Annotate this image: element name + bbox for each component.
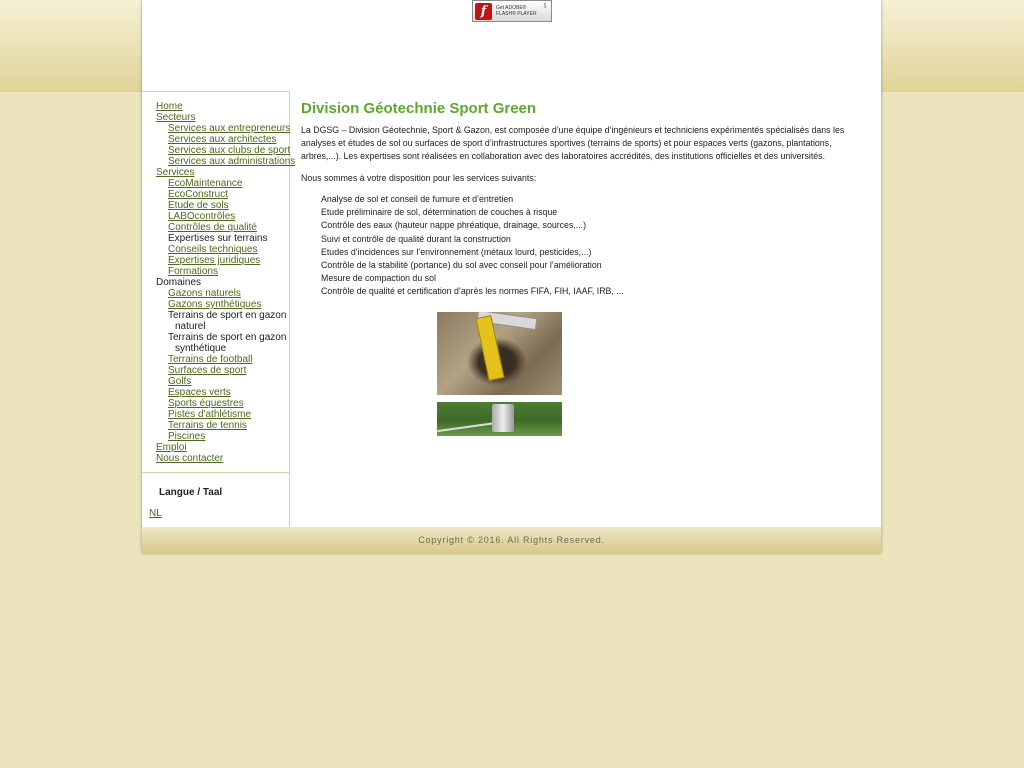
- sidebar-item-gazons-naturels[interactable]: Gazons naturels: [168, 288, 241, 299]
- sidebar-menu-row: [156, 376, 295, 387]
- turf-test-photo: [437, 402, 562, 436]
- services-list: [321, 193, 861, 299]
- sidebar-item-expertises-sur-terrains: Expertises sur terrains: [168, 233, 268, 244]
- sidebar-menu-row: [156, 310, 295, 321]
- service-item: Contrôle de la stabilité (portance) du sol avec conseil pour l’amélioration: [321, 260, 602, 271]
- get-flash-player-button[interactable]: [472, 0, 552, 22]
- sidebar-menu-row: [156, 365, 295, 376]
- sidebar-menu-row: [156, 178, 295, 189]
- sidebar-menu-row: [156, 266, 295, 277]
- soil-probe-photo: [437, 312, 562, 395]
- sidebar-item-home[interactable]: Home: [156, 101, 183, 112]
- sidebar-item-terrains-de-tennis[interactable]: Terrains de tennis: [168, 420, 247, 431]
- intro-paragraph: La DGSG – Division Géotechnie, Sport & Gazon, est composée d’une équipe d’ingénieurs et techniciens expérimentés spécialisés dans les analyses et études de sol ou surfaces de sport d’infrastructures sportives (terrains de sports) et pour espaces verts (gazons, plantations, arbres,...). Les expertises sont réalisées en collaboration avec des laboratoires accrédités, des institutions officielles et des universités.: [301, 125, 845, 161]
- sidebar-item-naturel: naturel: [175, 321, 206, 332]
- flash-badge-line1: Get ADOBE®: [496, 5, 527, 11]
- service-item: Etude préliminaire de sol, détermination de couches à risque: [321, 207, 558, 218]
- sidebar-item-pistes-d-athl-tisme[interactable]: Pistes d'athlétisme: [168, 409, 252, 420]
- sidebar-menu-row: [156, 299, 295, 310]
- sidebar-menu-row: [156, 332, 295, 343]
- service-item: Etudes d’incidences sur l’environnement (métaux lourd, pesticides,...): [321, 246, 592, 257]
- footer: [142, 527, 881, 553]
- sidebar-menu-row: [156, 112, 295, 123]
- language-title: Langue / Taal: [159, 487, 223, 498]
- language-box: [142, 472, 289, 529]
- sidebar-menu-row: [156, 255, 295, 266]
- test-cylinder: [492, 404, 514, 432]
- service-item: Suivi et contrôle de qualité durant la construction: [321, 233, 511, 244]
- sidebar-item-services-aux-architectes[interactable]: Services aux architectes: [168, 134, 277, 145]
- sidebar-item-terrains-de-sport-en-gazon: Terrains de sport en gazon: [168, 332, 287, 343]
- sidebar-menu-row: [156, 244, 295, 255]
- sidebar-menu-row: [156, 343, 295, 354]
- sidebar-item-nous-contacter[interactable]: Nous contacter: [156, 453, 224, 464]
- sidebar-item-secteurs[interactable]: Secteurs: [156, 112, 196, 123]
- service-item: Analyse de sol et conseil de fumure et d’entretien: [321, 194, 514, 204]
- sidebar-item-espaces-verts[interactable]: Espaces verts: [168, 387, 231, 398]
- copyright-text: Copyright © 2016. All Rights Reserved.: [418, 535, 605, 545]
- sidebar-item-synth-tique: synthétique: [175, 343, 227, 354]
- sidebar-menu-row: [156, 222, 295, 233]
- availability-text: Nous sommes à votre disposition pour les services suivants:: [301, 173, 537, 183]
- sidebar-item-services-aux-entrepreneurs[interactable]: Services aux entrepreneurs: [168, 123, 291, 134]
- service-item: Mesure de compaction du sol: [321, 273, 436, 284]
- sidebar-item-sports-questres[interactable]: Sports équestres: [168, 398, 244, 409]
- flash-badge-text: [496, 5, 537, 17]
- sidebar-menu-row: [156, 387, 295, 398]
- sidebar-item-services-aux-administrations[interactable]: Services aux administrations: [168, 156, 296, 167]
- language-link-nl[interactable]: NL: [149, 508, 162, 519]
- sidebar-item-services-aux-clubs-de-sport[interactable]: Services aux clubs de sport: [168, 145, 291, 156]
- sidebar-item-etude-de-sols[interactable]: Etude de sols: [168, 200, 229, 211]
- sidebar-menu-row: [156, 431, 295, 442]
- sidebar-item-gazons-synth-tiques[interactable]: Gazons synthétiques: [168, 299, 262, 310]
- sidebar-menu-row: [156, 288, 295, 299]
- sidebar-menu-row: [156, 123, 295, 134]
- sidebar-menu-row: [156, 409, 295, 420]
- sidebar-menu: [156, 101, 295, 464]
- flash-badge-line2: FLASH® PLAYER: [496, 11, 537, 17]
- sidebar-item-piscines[interactable]: Piscines: [168, 431, 206, 442]
- sidebar-item-services[interactable]: Services: [156, 167, 195, 178]
- page-container: [142, 0, 881, 553]
- sidebar-menu-row: [156, 398, 295, 409]
- test-hose: [437, 422, 497, 432]
- download-arrow-icon: ⇩: [542, 3, 548, 10]
- sidebar: [142, 91, 296, 527]
- flash-icon: f: [475, 3, 492, 20]
- sidebar-menu-row: [156, 211, 295, 222]
- sidebar-item-domaines: Domaines: [156, 277, 202, 288]
- sidebar-menu-row: [156, 233, 295, 244]
- sidebar-item-ecomaintenance[interactable]: EcoMaintenance: [168, 178, 243, 189]
- sidebar-menu-row: [156, 101, 295, 112]
- sidebar-menu-row: [156, 156, 295, 167]
- header: [142, 0, 881, 91]
- sidebar-menu-row: [156, 134, 295, 145]
- main-content: [301, 100, 861, 299]
- sidebar-menu-row: [156, 321, 295, 332]
- sidebar-item-labocontr-les[interactable]: LABOcontrôles: [168, 211, 236, 222]
- sidebar-item-terrains-de-sport-en-gazon: Terrains de sport en gazon: [168, 310, 287, 321]
- sidebar-menu-row: [156, 167, 295, 178]
- sidebar-item-conseils-techniques[interactable]: Conseils techniques: [168, 244, 258, 255]
- page-title: Division Géotechnie Sport Green: [301, 100, 537, 117]
- sidebar-item-terrains-de-football[interactable]: Terrains de football: [168, 354, 253, 365]
- sidebar-menu-row: [156, 354, 295, 365]
- sidebar-menu-row: [156, 277, 295, 288]
- sidebar-item-contr-les-de-qualit[interactable]: Contrôles de qualité: [168, 222, 257, 233]
- sidebar-menu-row: [156, 200, 295, 211]
- sidebar-menu-row: [156, 453, 295, 464]
- sidebar-item-emploi[interactable]: Emploi: [156, 442, 187, 453]
- sidebar-item-formations[interactable]: Formations: [168, 266, 219, 277]
- sidebar-menu-row: [156, 442, 295, 453]
- sidebar-item-golfs[interactable]: Golfs: [168, 376, 192, 387]
- sidebar-menu-row: [156, 189, 295, 200]
- service-item: Contrôle des eaux (hauteur nappe phréatique, drainage, sources,...): [321, 220, 587, 231]
- sidebar-menu-row: [156, 420, 295, 431]
- sidebar-item-surfaces-de-sport[interactable]: Surfaces de sport: [168, 365, 247, 376]
- sidebar-menu-row: [156, 145, 295, 156]
- sidebar-item-ecoconstruct[interactable]: EcoConstruct: [168, 189, 229, 200]
- sidebar-item-expertises-juridiques[interactable]: Expertises juridiques: [168, 255, 261, 266]
- service-item: Contrôle de qualité et certification d’après les normes FIFA, FIH, IAAF, IRB, ...: [321, 286, 624, 297]
